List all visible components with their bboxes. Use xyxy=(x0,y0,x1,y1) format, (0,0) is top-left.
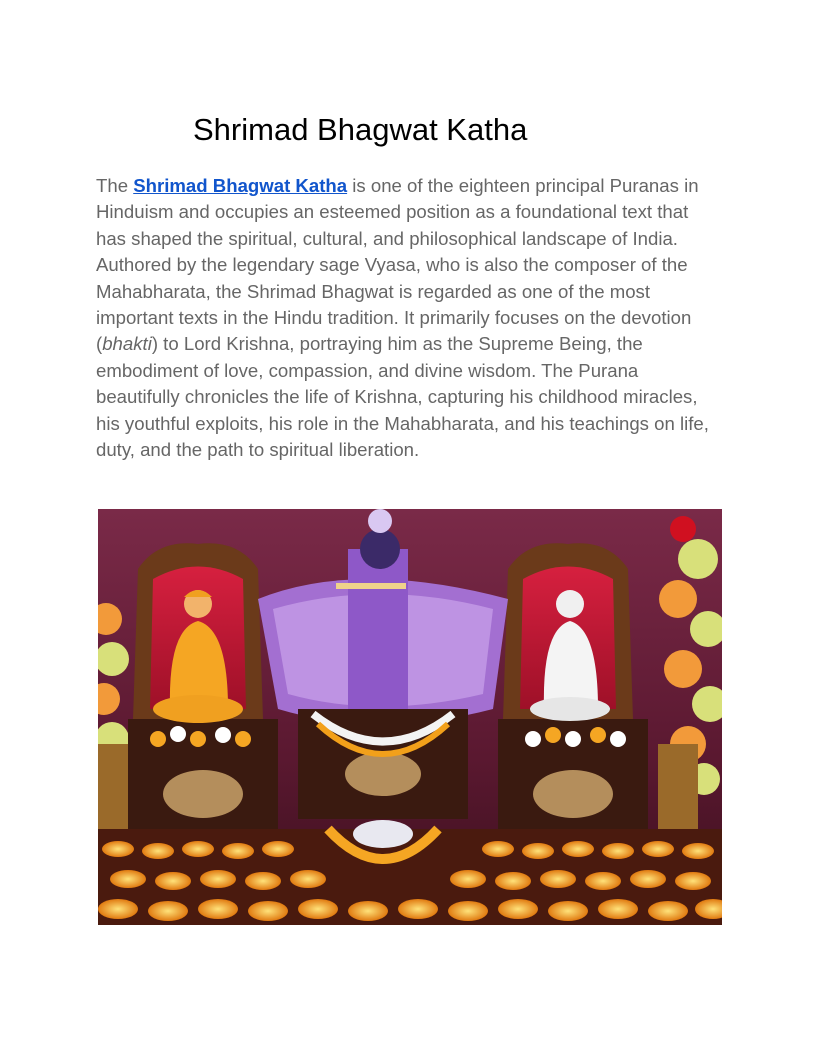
altar-illustration xyxy=(98,509,722,925)
altar-photo xyxy=(98,509,722,925)
diya-rows xyxy=(98,820,722,925)
intro-paragraph xyxy=(96,173,722,463)
paragraph-part2: ) to Lord Krishna, portraying him as the Supreme Being, the embodiment of love, compassion, and divine wisdom. The Purana beautifully chronicles the life of Krishna, capturing his childhood miracles, his youthful exploits, his role in the Mahabharata, and his teachings on life, duty, and the path to spiritual liberation. xyxy=(96,333,709,461)
shrimad-bhagwat-katha-link[interactable]: Shrimad Bhagwat Katha xyxy=(133,175,348,196)
page-title: Shrimad Bhagwat Katha xyxy=(193,112,528,147)
paragraph-lead: The xyxy=(96,175,134,196)
paragraph-italic-term: bhakti xyxy=(102,333,152,355)
paragraph-part1: is one of the eighteen principal Puranas in Hinduism and occupies an esteemed position as a foundational text that has shaped the spiritual, cultural, and philosophical landscape of India. Authored by the legendary sage Vyasa, who is also the composer of the Mahabharata, the Shrimad Bhagwat is regarded as one of the most important texts in the Hindu tradition. It primarily focuses on the devotion ( xyxy=(96,175,699,355)
central-pedestal xyxy=(298,709,468,819)
